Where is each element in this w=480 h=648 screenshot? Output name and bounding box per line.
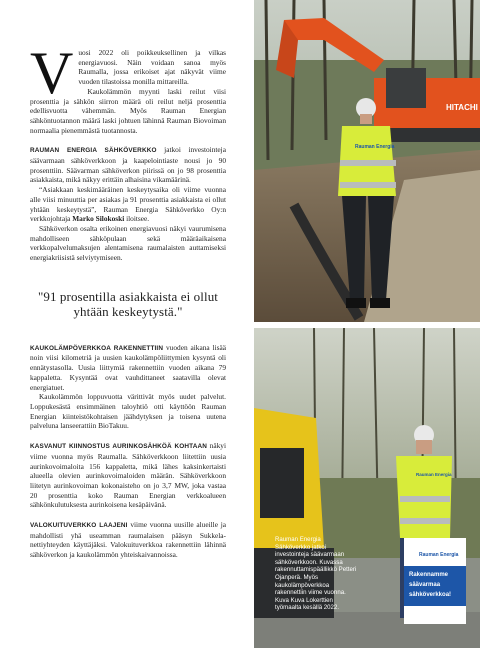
sign-line-3: sähköverkkoa! — [409, 592, 452, 598]
paragraph: Kaukolämmön loppuvuotta värittivät myös uudet palvelut. Loppukesästä ensimmäinen taloyhtiö otti käyttöön Rauman Energian kiinteistökohtaisen jäähdytyksen ja toisena uutena palveluna lanseerattiin BioTakuu. — [30, 392, 226, 431]
section-heading: KASVANUT KIINNOSTUS AURINKOSÄHKÖÄ KOHTAAN — [30, 443, 208, 451]
section-heading: RAUMAN ENERGIA SÄHKÖVERKKO — [30, 147, 157, 155]
paragraph: Sähköverkon osalta erikoinen energiavuosi näkyi vaurumisena mahdolliseen sähköpulaan sekä määräaikaisena verkkopalvelumaksujen alentamisena raumalaisten auttamiseksi energiakriisistä selviytymiseen. — [30, 223, 226, 263]
intro-paragraph: uosi 2022 oli poikkeuksellinen ja vilkas energiavuosi. Näin voidaan sanoa myös Raumalla, jossa erikoiset ajat näkyvät viime vuoden tilastoissa monilla mittareilla. — [78, 48, 226, 87]
photo-caption: Rauman Energia Sähköverkko jatkoi investointeja säävarmaan sähköverkkoon. Kuvassa rakennuttamispäällikkö Petteri Ojanperä. Myös kaukolämpöverkkoa rakennettiin viime vuonna. Kuva Kuva Lokerttien työmaalta kesällä 2022. — [275, 536, 357, 612]
sign-line-2: säävarmaa — [409, 582, 441, 588]
machine-brand: HITACHI — [446, 103, 478, 112]
sign-line-1: Rakennamme — [409, 572, 449, 578]
drop-cap: V — [30, 40, 74, 106]
vest-logo: Rauman Energia — [355, 144, 395, 150]
photo-top-image — [254, 0, 480, 322]
quote-paragraph: “Asiakkaan keskimääräinen keskeytysaika oli viime vuonna alle viisi minuuttia per asiakas ja 91 prosenttia asiakkaista ei ollut yhtään keskeytystä”, Rauman Energia Sähköverkko Oy:n verkkojohtaja Marko Silokoski iloitsee. — [30, 185, 226, 224]
section-fiber: VALOKUITUVERKKO LAAJENI viime vuonna uusille alueille ja mahdollisti yhä useamman raumalaisen pääsyn Sukkela-nettiyhteyden käyttäjäksi. Valokuituverkkoa rakennettiin lähinnä sähköverkon ja kaukolämmön yhteiskaivannoissa. — [30, 520, 226, 560]
sign-logo: Rauman Energia — [419, 552, 459, 558]
section-solar: KASVANUT KIINNOSTUS AURINKOSÄHKÖÄ KOHTAAN näkyi viime vuonna myös Raumalla. Sähköverkkoon liitettiin uusia aurinkovoimaloita 156 kappaletta, mikä lähes kaksinkertaisti alueella olevien aurinkovoimaloiden määrän. Sähköverkkoon liitetyn aurinkovoiman kokonaisteho on jo 3,7 MW, joka vastaa 20 prosenttia koko Rauman Energian verkkoalueen sähkönkulutuksesta aurinkoisena kesäpäivänä. — [30, 441, 226, 510]
intro-paragraph-2: Kaukolämmön myynti laski reilut viisi prosenttia ja sähkön siirron määrä oli reilut neljä prosenttia edellisvuotta vähemmän. Myös Rauman Energian sähköntuotannon määrä laski johtuen lähinnä Rauman Biovoiman normaalia pienemmästä tuotannosta. — [30, 86, 226, 135]
photo-top-worker-excavator — [254, 0, 480, 322]
section-heading: VALOKUITUVERKKO LAAJENI — [30, 522, 128, 530]
section-electricity-network: RAUMAN ENERGIA SÄHKÖVERKKO jatkoi investointeja säävarmaan sähköverkkoon ja kaapelointiaste nousi jo 90 prosenttiin. Säävarman sähköverkon piirissä on jo 98 prosenttia asiakkaista, mikä näkyy erittäin alhaisina vikamäärinä. — [30, 145, 226, 185]
person-name: Marko Silokoski — [72, 214, 125, 224]
vest-logo: Rauman Energia — [416, 472, 452, 477]
pull-quote: "91 prosentilla asiakkaista ei ollut yhtään keskeytystä." — [37, 288, 219, 319]
section-district-heating: KAUKOLÄMPÖVERKKOA RAKENNETTIIN vuoden aikana lisää noin viisi kilometriä ja uusien kaukolämpöliittymien kysyntä oli ennätystasolla. Uusia liittymiä rakennettiin vuoden aikana 79 kappaletta. Kysyntää ovat vauhdittaneet saatavilla olevat energiatuet. — [30, 342, 226, 392]
section-heading: KAUKOLÄMPÖVERKKOA RAKENNETTIIN — [30, 344, 164, 352]
article-text-column — [30, 40, 226, 560]
